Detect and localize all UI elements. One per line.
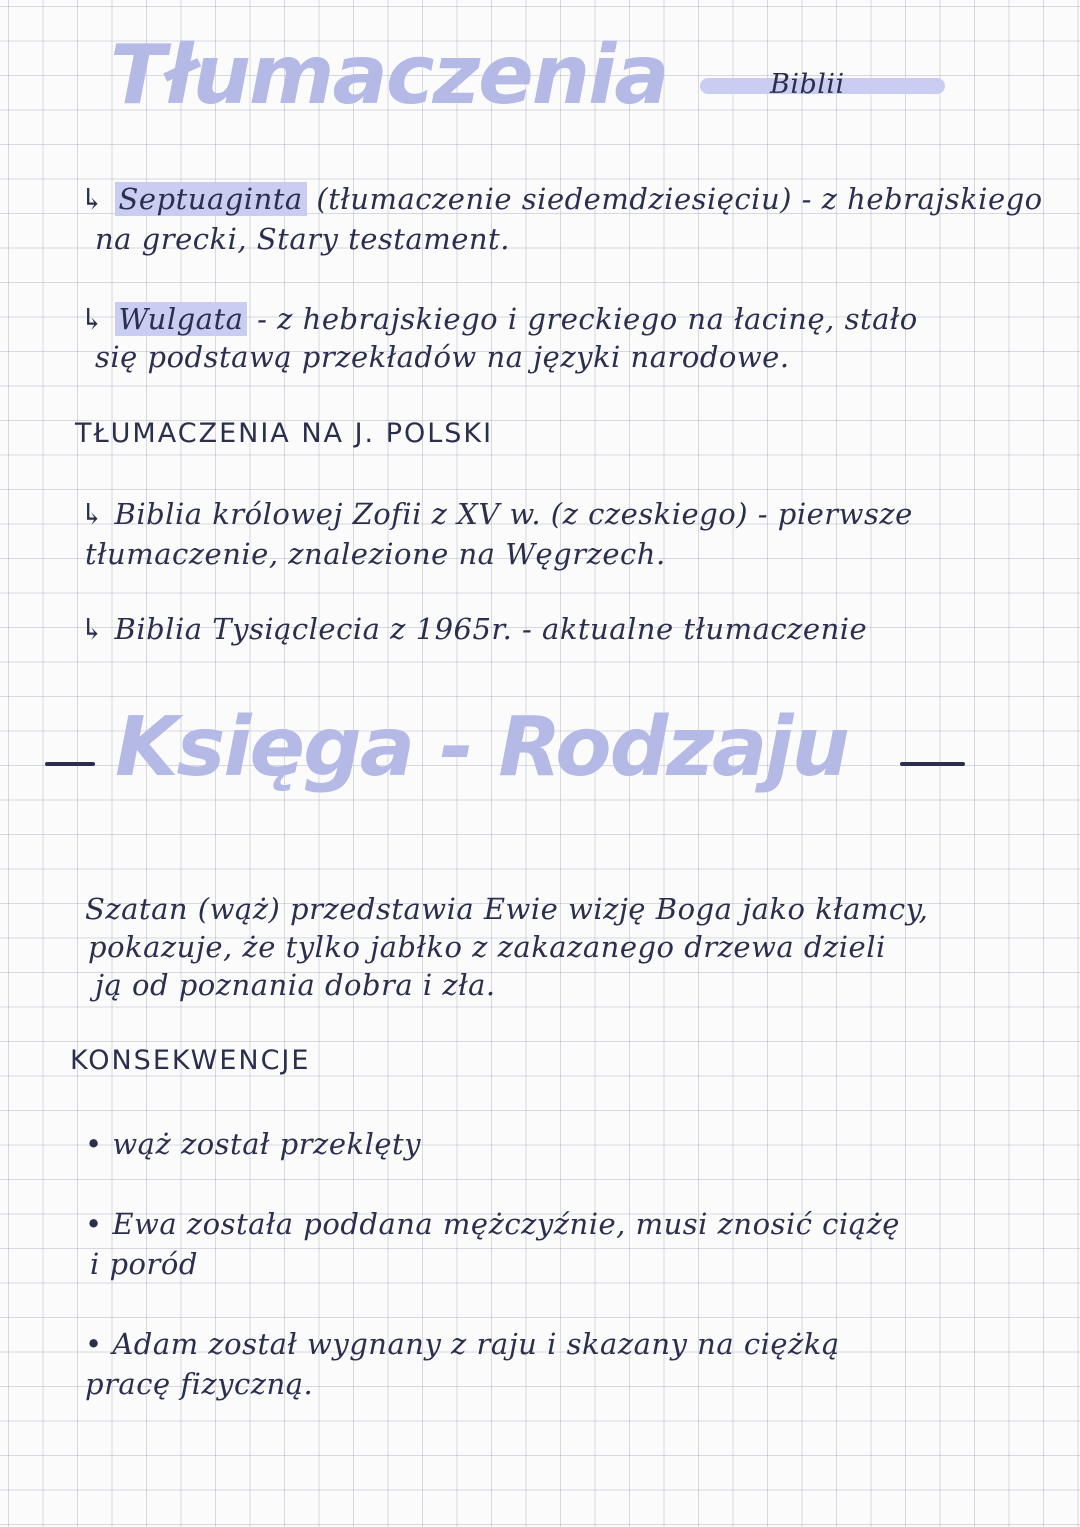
arrow-icon: ↳ [80,182,105,216]
arrow-icon: ↳ [80,302,105,336]
paragraph-line: pokazuje, że tylko jabłko z zakazanego drzewa dzieli [88,930,886,964]
translation-wulgata-cont: się podstawą przekładów na języki narodowe. [95,340,790,374]
polish-translation-zofia-cont: tłumaczenie, znalezione na Węgrzech. [85,537,666,571]
polish-translation-tysiaclecia [80,610,867,648]
page-subtitle: Biblii [770,69,845,100]
dash-left [45,762,95,766]
text: Adam został wygnany z raju i skazany na ciężką [112,1327,840,1361]
text: Biblia Tysiąclecia z 1965r. - aktualne tłumaczenie [114,612,868,646]
dash-right [900,762,965,766]
text: wąż został przeklęty [112,1127,422,1161]
text: Ewa została poddana mężczyźnie, musi znosić ciążę [112,1207,900,1241]
translation-septuaginta-cont: na grecki, Stary testament. [95,222,510,256]
text: Biblia królowej Zofii z XV w. (z czeskiego) - pierwsze [114,497,913,531]
translation-wulgata [80,300,918,338]
arrow-icon: ↳ [80,612,105,646]
polish-translation-zofia [80,495,913,533]
consequence-item-cont: pracę fizyczną. [85,1367,314,1401]
term-wulgata: Wulgata [115,302,248,336]
arrow-icon: ↳ [80,497,105,531]
consequence-item-cont: i poród [90,1247,198,1281]
polish-heading: TŁUMACZENIA NA J. POLSKI [75,418,494,449]
consequence-item: • wąż został przeklęty [85,1127,422,1161]
paragraph-line: ją od poznania dobra i zła. [95,968,496,1002]
consequence-item: • Ewa została poddana mężczyźnie, musi znosić ciążę [85,1207,900,1241]
consequence-item: • Adam został wygnany z raju i skazany na ciężką [85,1327,840,1361]
text: - z hebrajskiego i greckiego na łacinę, stało [247,302,918,336]
translation-septuaginta [80,180,1043,218]
consequences-heading: KONSEKWENCJE [70,1045,311,1076]
paragraph-line: Szatan (wąż) przedstawia Ewie wizję Boga jako kłamcy, [85,892,929,926]
term-septuaginta: Septuaginta [115,182,307,216]
page-title: Tłumaczenia [110,28,668,123]
text: (tłumaczenie siedemdziesięciu) - z hebrajskiego [306,182,1043,216]
section-title: Księga - Rodzaju [115,700,848,795]
